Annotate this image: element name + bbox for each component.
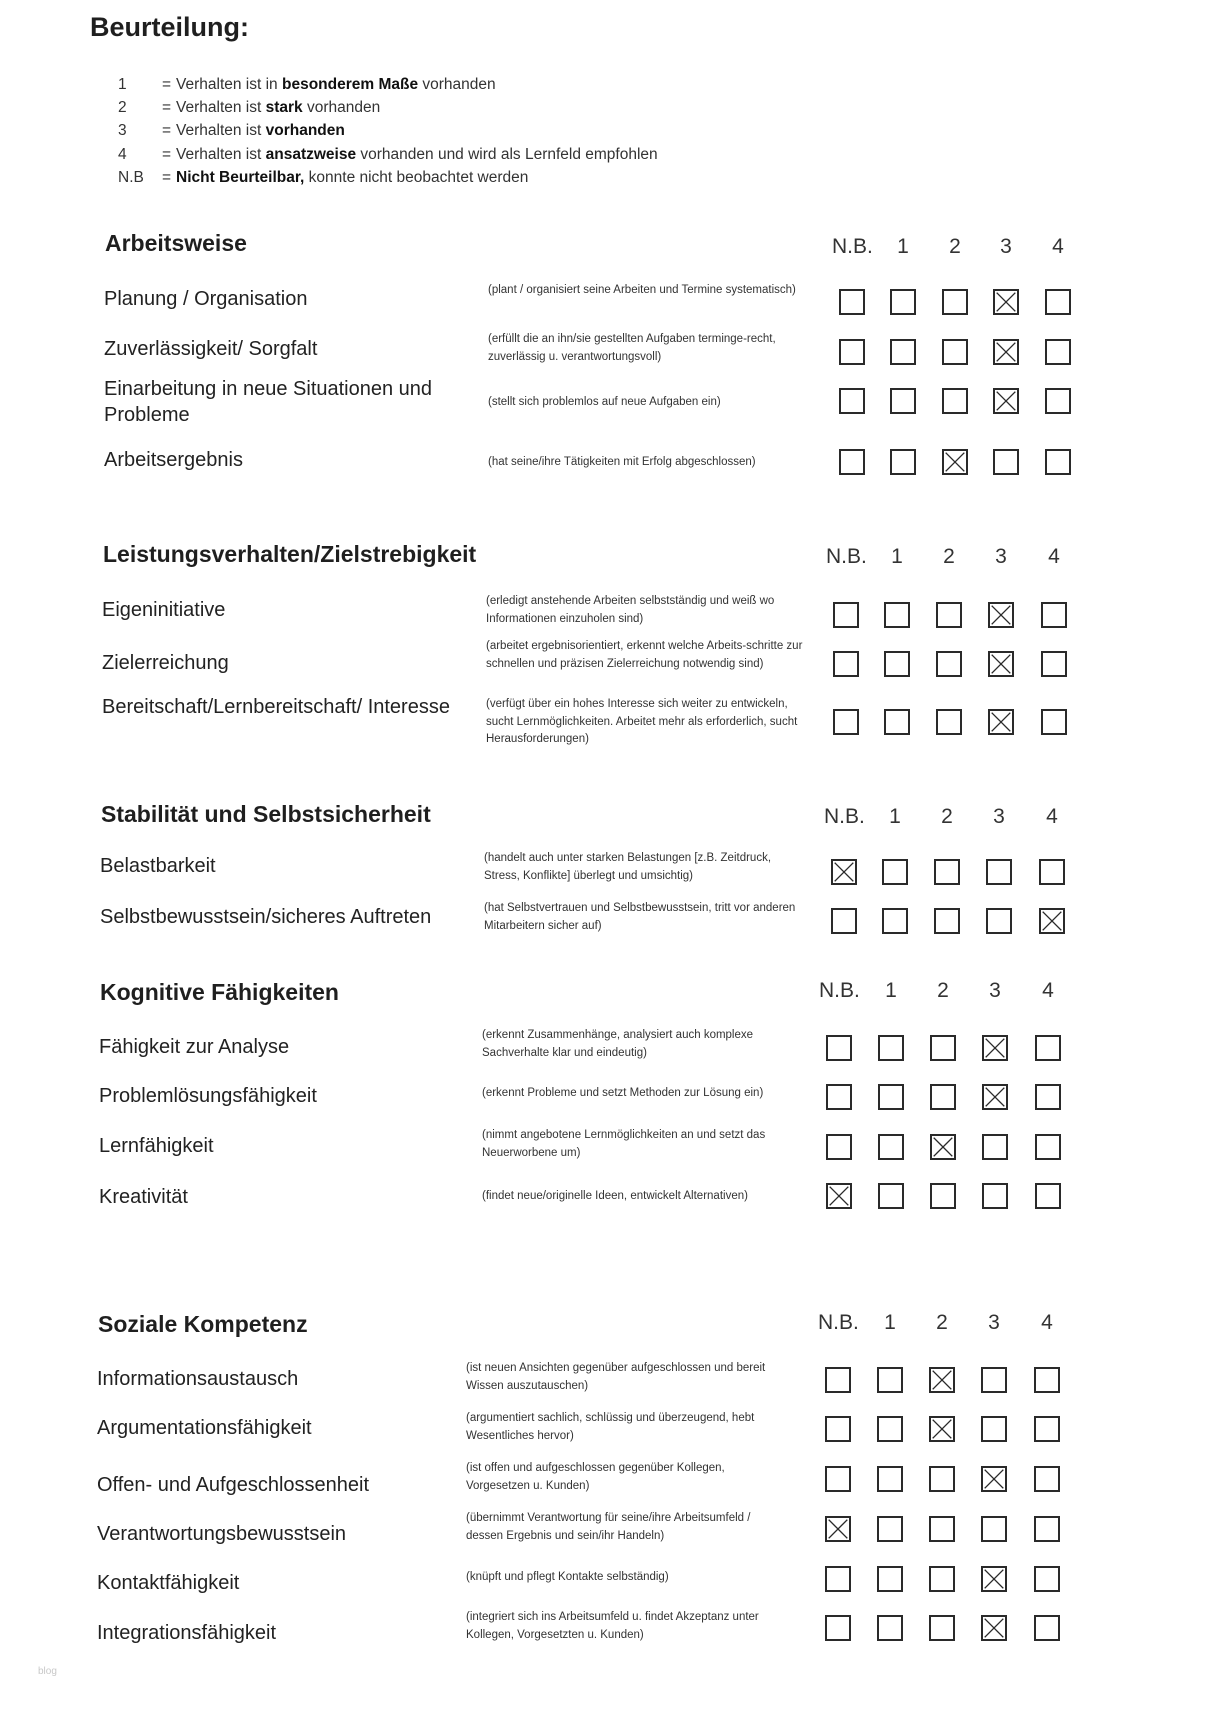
legend-text [176,122,345,140]
legend-key: 1 [118,76,127,93]
legend-phrase: Verhalten ist in [176,76,282,93]
rating-checkbox-4[interactable] [1035,1084,1061,1110]
check-cross-icon [984,1086,1006,1108]
rating-checkbox-4[interactable] [1034,1516,1060,1542]
criterion-label: Belastbarkeit [100,855,216,877]
rating-checkbox-1[interactable] [877,1615,903,1641]
footer-mark: blog [38,1666,57,1677]
criterion-label: Argumentationsfähigkeit [97,1417,312,1439]
rating-checkbox-4[interactable] [1045,339,1071,365]
rating-checkbox-1[interactable] [890,449,916,475]
legend-equals: = [162,99,172,116]
rating-checkbox-2[interactable] [934,908,960,934]
rating-checkbox-nb[interactable] [833,709,859,735]
legend-phrase: vorhanden und wird als Lernfeld empfohlen [356,146,658,163]
criterion-description: (erkennt Probleme und setzt Methoden zur Lösung ein) [482,1087,764,1099]
rating-checkbox-nb[interactable] [833,602,859,628]
rating-column-header: N.B. [818,1311,859,1334]
criterion-label: Problemlösungsfähigkeit [99,1085,317,1107]
criterion-label: Lernfähigkeit [99,1135,214,1157]
rating-checkbox-1[interactable] [884,602,910,628]
legend-text [176,76,496,94]
rating-checkbox-nb[interactable] [825,1615,851,1641]
rating-checkbox-4[interactable] [1034,1416,1060,1442]
rating-checkbox-nb[interactable] [839,339,865,365]
check-cross-icon [827,1518,849,1540]
rating-checkbox-4[interactable] [1041,709,1067,735]
legend-key: 3 [118,122,127,139]
criterion-description: (erledigt anstehende Arbeiten selbstständig und weiß wo Informationen einzuholen sind) [486,595,775,625]
rating-checkbox-1[interactable] [878,1183,904,1209]
check-cross-icon [1041,910,1063,932]
section-title: Arbeitsweise [105,230,247,256]
rating-column-header: 3 [989,979,1001,1002]
criterion-description: (arbeitet ergebnisorientiert, erkennt welche Arbeits-schritte zur schnellen und präzisen Zielerreichung notwendig sind) [486,640,803,670]
rating-column-header: 3 [993,805,1005,828]
legend-phrase: Verhalten ist [176,99,266,116]
criterion-label: Kreativität [99,1186,188,1208]
rating-checkbox-4[interactable] [1035,1035,1061,1061]
rating-checkbox-3[interactable] [982,1183,1008,1209]
rating-checkbox-nb[interactable] [825,1516,851,1542]
rating-checkbox-3[interactable] [986,908,1012,934]
rating-checkbox-nb[interactable] [833,651,859,677]
criterion-description: (verfügt über ein hohes Interesse sich weiter zu entwickeln, sucht Lernmöglichkeiten. Arbeitet mehr als erforderlich, sucht Herausforderungen) [486,698,798,745]
criterion-label: Kontaktfähigkeit [97,1572,240,1594]
rating-checkbox-1[interactable] [890,339,916,365]
section-title: Stabilität und Selbstsicherheit [101,801,431,827]
rating-checkbox-2[interactable] [942,388,968,414]
rating-checkbox-2[interactable] [942,339,968,365]
rating-column-header: 4 [1046,805,1058,828]
rating-checkbox-nb[interactable] [825,1566,851,1592]
rating-column-header: 3 [995,545,1007,568]
rating-column-header: 1 [897,235,909,258]
criterion-description: (ist neuen Ansichten gegenüber aufgeschlossen und bereit Wissen auszutauschen) [466,1362,766,1392]
legend-equals: = [162,169,172,186]
rating-checkbox-1[interactable] [890,388,916,414]
check-cross-icon [990,604,1012,626]
legend-text [176,169,528,187]
rating-checkbox-3[interactable] [981,1416,1007,1442]
rating-column-header: 1 [884,1311,896,1334]
criterion-label: Einarbeitung in neue Situationen und Probleme [104,378,433,426]
rating-checkbox-2[interactable] [936,709,962,735]
criterion-description: (knüpft und pflegt Kontakte selbständig) [466,1571,669,1583]
rating-checkbox-1[interactable] [877,1367,903,1393]
legend-text [176,99,380,117]
criterion-label: Integrationsfähigkeit [97,1622,277,1644]
criterion-description: (handelt auch unter starken Belastungen [z.B. Zeitdruck, Stress, Konflikte] überlegt und umsichtig) [484,852,772,882]
criterion-label: Zuverlässigkeit/ Sorgfalt [104,338,318,360]
legend-phrase: konnte nicht beobachtet werden [304,169,529,186]
rating-checkbox-4[interactable] [1039,908,1065,934]
check-cross-icon [983,1617,1005,1639]
criterion-description: (findet neue/originelle Ideen, entwickelt Alternativen) [482,1190,748,1202]
legend-text [176,146,658,164]
rating-checkbox-2[interactable] [930,1183,956,1209]
rating-checkbox-nb[interactable] [826,1035,852,1061]
rating-checkbox-4[interactable] [1041,651,1067,677]
rating-checkbox-1[interactable] [877,1416,903,1442]
rating-checkbox-2[interactable] [930,1134,956,1160]
rating-column-header: 1 [889,805,901,828]
criterion-description: (ist offen und aufgeschlossen gegenüber Kollegen, Vorgesetzen u. Kunden) [466,1462,725,1492]
rating-checkbox-nb[interactable] [826,1084,852,1110]
rating-checkbox-3[interactable] [982,1134,1008,1160]
rating-checkbox-nb[interactable] [831,908,857,934]
rating-checkbox-nb[interactable] [826,1183,852,1209]
legend-emphasis: Nicht Beurteilbar, [176,169,305,186]
criterion-description: (hat Selbstvertrauen und Selbstbewusstsein, tritt vor anderen Mitarbeitern sicher auf) [484,902,796,932]
rating-checkbox-2[interactable] [942,289,968,315]
rating-checkbox-2[interactable] [930,1035,956,1061]
rating-checkbox-3[interactable] [986,859,1012,885]
rating-checkbox-3[interactable] [982,1084,1008,1110]
criterion-label: Fähigkeit zur Analyse [99,1036,290,1058]
rating-checkbox-1[interactable] [877,1566,903,1592]
rating-checkbox-4[interactable] [1045,289,1071,315]
legend-emphasis: stark [265,99,303,116]
rating-checkbox-4[interactable] [1035,1183,1061,1209]
criterion-label: Eigeninitiative [102,599,226,621]
rating-checkbox-3[interactable] [981,1615,1007,1641]
rating-column-header: N.B. [832,235,873,258]
check-cross-icon [995,390,1017,412]
check-cross-icon [833,861,855,883]
rating-checkbox-1[interactable] [882,908,908,934]
section-title: Soziale Kompetenz [98,1311,308,1337]
check-cross-icon [995,341,1017,363]
check-cross-icon [990,711,1012,733]
section-title: Kognitive Fähigkeiten [100,979,339,1005]
criterion-label: Informationsaustausch [97,1368,299,1390]
check-cross-icon [932,1136,954,1158]
check-cross-icon [983,1468,1005,1490]
legend-phrase: vorhanden [302,99,381,116]
rating-checkbox-4[interactable] [1034,1367,1060,1393]
rating-checkbox-1[interactable] [884,709,910,735]
rating-checkbox-nb[interactable] [825,1466,851,1492]
rating-checkbox-2[interactable] [942,449,968,475]
rating-column-header: 3 [988,1311,1000,1334]
rating-checkbox-2[interactable] [929,1516,955,1542]
rating-checkbox-3[interactable] [981,1367,1007,1393]
criterion-description: (erkennt Zusammenhänge, analysiert auch komplexe Sachverhalte klar und eindeutig) [482,1029,754,1059]
rating-checkbox-1[interactable] [884,651,910,677]
legend-phrase: Verhalten ist [176,122,266,139]
check-cross-icon [984,1037,1006,1059]
rating-column-header: 3 [1000,235,1012,258]
rating-checkbox-1[interactable] [877,1466,903,1492]
legend-emphasis: ansatzweise [265,146,357,163]
rating-column-header: 4 [1052,235,1064,258]
rating-checkbox-2[interactable] [934,859,960,885]
rating-checkbox-3[interactable] [988,651,1014,677]
rating-checkbox-3[interactable] [982,1035,1008,1061]
rating-checkbox-1[interactable] [878,1134,904,1160]
rating-checkbox-2[interactable] [929,1566,955,1592]
rating-checkbox-4[interactable] [1041,602,1067,628]
rating-checkbox-2[interactable] [929,1615,955,1641]
rating-column-header: 1 [885,979,897,1002]
criterion-description: (stellt sich problemlos auf neue Aufgaben ein) [488,396,721,408]
rating-column-header: 4 [1042,979,1054,1002]
rating-checkbox-4[interactable] [1045,388,1071,414]
criterion-description: (übernimmt Verantwortung für seine/ihre Arbeitsumfeld / dessen Ergebnis und sein/ihr Handeln) [466,1512,751,1542]
rating-column-header: 2 [936,1311,948,1334]
rating-checkbox-1[interactable] [890,289,916,315]
rating-column-header: N.B. [826,545,867,568]
criterion-description: (erfüllt die an ihn/sie gestellten Aufgaben terminge-recht, zuverlässig u. verantwortungsvoll) [488,333,776,363]
criterion-label: Offen- und Aufgeschlossenheit [97,1474,370,1496]
check-cross-icon [990,653,1012,675]
criterion-description: (hat seine/ihre Tätigkeiten mit Erfolg abgeschlossen) [488,456,756,468]
legend-phrase: vorhanden [418,76,496,93]
criterion-label: Arbeitsergebnis [104,449,243,471]
rating-checkbox-3[interactable] [993,449,1019,475]
rating-checkbox-3[interactable] [988,709,1014,735]
criterion-description: (integriert sich ins Arbeitsumfeld u. findet Akzeptanz unter Kollegen, Vorgesetzten u. Kunden) [466,1611,759,1641]
rating-checkbox-4[interactable] [1034,1615,1060,1641]
rating-checkbox-nb[interactable] [831,859,857,885]
rating-column-header: 2 [943,545,955,568]
check-cross-icon [983,1568,1005,1590]
rating-checkbox-3[interactable] [981,1566,1007,1592]
rating-checkbox-3[interactable] [981,1466,1007,1492]
check-cross-icon [931,1418,953,1440]
rating-checkbox-2[interactable] [929,1367,955,1393]
rating-checkbox-4[interactable] [1035,1134,1061,1160]
criterion-description: (argumentiert sachlich, schlüssig und überzeugend, hebt Wesentliches hervor) [466,1412,755,1442]
rating-checkbox-4[interactable] [1045,449,1071,475]
legend-emphasis: vorhanden [265,122,345,139]
legend-equals: = [162,146,172,163]
legend-key: 4 [118,146,127,163]
rating-checkbox-nb[interactable] [826,1134,852,1160]
page-title: Beurteilung: [90,12,249,42]
rating-checkbox-2[interactable] [936,602,962,628]
check-cross-icon [944,451,966,473]
rating-checkbox-1[interactable] [882,859,908,885]
rating-checkbox-3[interactable] [993,289,1019,315]
rating-checkbox-3[interactable] [988,602,1014,628]
rating-checkbox-4[interactable] [1034,1466,1060,1492]
rating-column-header: N.B. [819,979,860,1002]
legend-equals: = [162,122,172,139]
criterion-description: (plant / organisiert seine Arbeiten und Termine systematisch) [488,284,796,296]
rating-checkbox-4[interactable] [1039,859,1065,885]
rating-checkbox-4[interactable] [1034,1566,1060,1592]
rating-column-header: 1 [891,545,903,568]
rating-column-header: 2 [949,235,961,258]
rating-checkbox-nb[interactable] [825,1367,851,1393]
rating-checkbox-nb[interactable] [825,1416,851,1442]
criterion-label: Selbstbewusstsein/sicheres Auftreten [100,906,432,928]
check-cross-icon [995,291,1017,313]
legend-key: N.B [118,169,144,186]
legend-key: 2 [118,99,127,116]
rating-checkbox-1[interactable] [878,1035,904,1061]
rating-checkbox-3[interactable] [981,1516,1007,1542]
rating-checkbox-3[interactable] [993,339,1019,365]
rating-column-header: 4 [1041,1311,1053,1334]
rating-checkbox-2[interactable] [936,651,962,677]
check-cross-icon [828,1185,850,1207]
criterion-label: Planung / Organisation [104,288,308,310]
rating-checkbox-2[interactable] [930,1084,956,1110]
criterion-label: Bereitschaft/Lernbereitschaft/ Interesse [102,696,450,718]
criterion-label: Verantwortungsbewusstsein [97,1523,347,1545]
rating-checkbox-nb[interactable] [839,449,865,475]
rating-column-header: N.B. [824,805,865,828]
rating-checkbox-1[interactable] [877,1516,903,1542]
rating-checkbox-1[interactable] [878,1084,904,1110]
rating-checkbox-3[interactable] [993,388,1019,414]
rating-checkbox-nb[interactable] [839,289,865,315]
criterion-label: Zielerreichung [102,652,229,674]
rating-checkbox-2[interactable] [929,1416,955,1442]
legend-phrase: Verhalten ist [176,146,266,163]
legend-equals: = [162,76,172,93]
rating-column-header: 2 [937,979,949,1002]
section-title: Leistungsverhalten/Zielstrebigkeit [103,541,477,567]
rating-column-header: 2 [941,805,953,828]
rating-column-header: 4 [1048,545,1060,568]
legend-emphasis: besonderem Maße [281,76,419,93]
rating-checkbox-nb[interactable] [839,388,865,414]
check-cross-icon [931,1369,953,1391]
rating-checkbox-2[interactable] [929,1466,955,1492]
criterion-description: (nimmt angebotene Lernmöglichkeiten an und setzt das Neuerworbene um) [482,1129,766,1159]
